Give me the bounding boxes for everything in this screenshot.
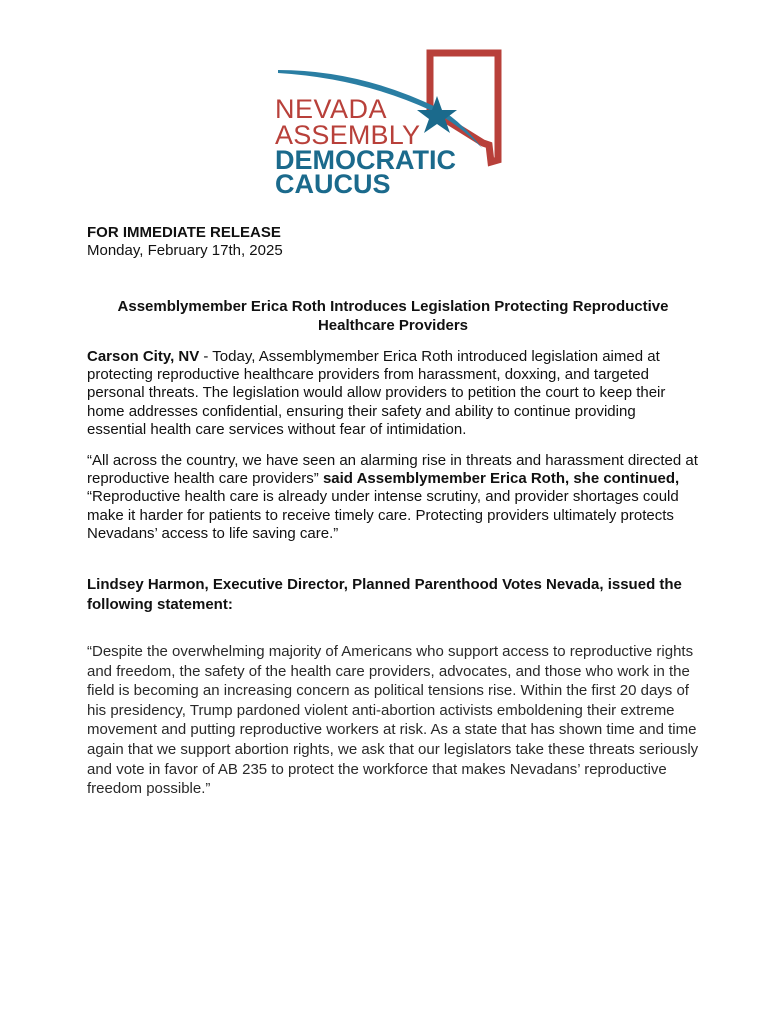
harmon-quote-paragraph: “Despite the overwhelming majority of Americans who support access to reproductive rights and freedom, the safety of the health care providers, advocates, and those who work in the field is becoming an increasing concern as political tensions rise. Within the first 20 days of his presidency, Trump pardoned violent anti-abortion activists emboldening their extreme movement and putting reproductive workers at risk. As a state that has shown time and time again that we support abortion rights, we ask that our legislators take these threats seriously and vote in favor of AB 235 to protect the workforce that makes Nevadans’ reproductive freedom possible.” [87, 643, 699, 798]
logo-line-caucus: CAUCUS [275, 169, 391, 198]
release-label: FOR IMMEDIATE RELEASE [87, 224, 281, 241]
logo-line-assembly: ASSEMBLY [275, 120, 421, 150]
roth-quote-paragraph [87, 452, 699, 543]
caucus-logo [270, 48, 510, 198]
nevada-logo-graphic [270, 48, 510, 198]
press-release-body [87, 224, 699, 799]
release-date: Monday, February 17th, 2025 [87, 242, 283, 259]
headline: Assemblymember Erica Roth Introduces Legislation Protecting Reproductive Healthcare Providers [117, 298, 669, 334]
intro-text: - Today, Assemblymember Erica Roth introduced legislation aimed at protecting reproductive healthcare providers from harassment, doxxing, and targeted personal threats. The legislation would allow providers to petition the court to keep their home addresses confidential, ensuring their safety and ability to continue providing essential health care services without fear of intimidation. [87, 348, 666, 438]
statement-heading: Lindsey Harmon, Executive Director, Planned Parenthood Votes Nevada, issued the following statement: [87, 576, 682, 614]
logo-line-democratic: DEMOCRATIC [275, 145, 456, 175]
quote1-part1: “All across the country, we have seen an alarming rise in threats and harassment directed at reproductive health care providers” [87, 452, 698, 488]
dateline: Carson City, NV [87, 348, 200, 365]
intro-paragraph [87, 348, 699, 439]
quote1-attribution: said Assemblymember Erica Roth, she continued, [322, 470, 680, 488]
quote1-part2: “Reproductive health care is already under intense scrutiny, and provider shortages could make it harder for patients to receive timely care. Protecting providers ultimately protects Nevadans’ access to life saving care.” [87, 488, 679, 542]
logo-line-nevada: NEVADA [275, 94, 388, 124]
